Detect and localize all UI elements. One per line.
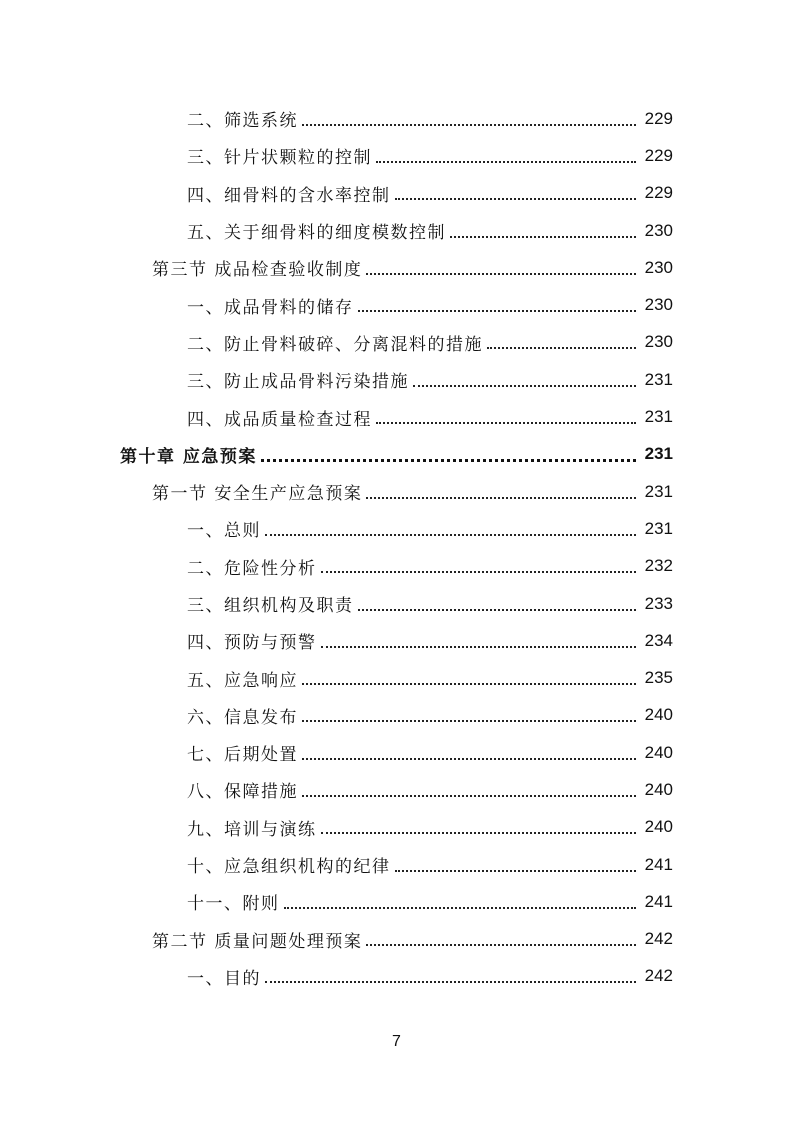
toc-entry-item[interactable] [0,771,793,808]
toc-entry-page: 231 [644,444,673,464]
toc-entry-title: 十、应急组织机构的纪律 [187,857,391,878]
toc-entry-page: 235 [644,668,673,688]
toc-entry-title: 一、成品骨料的储存 [187,297,354,318]
toc-entry-page: 241 [644,854,673,874]
toc-entry-title: 七、后期处置 [187,745,298,766]
toc-entry-title: 八、保障措施 [187,782,298,803]
toc-dot-leader [358,310,637,312]
toc-dot-leader [376,161,636,163]
toc-entry-item[interactable] [0,697,793,734]
toc-entry-title: 六、信息发布 [187,707,298,728]
toc-entry-page: 240 [644,705,673,725]
toc-entry-title: 四、预防与预警 [187,633,317,654]
toc-dot-leader [321,832,637,834]
toc-dot-leader [395,198,637,200]
toc-entry-page: 233 [644,593,673,613]
toc-entry-section[interactable] [0,921,793,958]
toc-dot-leader [395,870,637,872]
toc-entry-item[interactable] [0,175,793,212]
toc-dot-leader [366,944,636,946]
toc-entry-title: 十一、附则 [187,894,280,915]
toc-entry-title: 第三节 成品检查验收制度 [152,260,363,281]
toc-dot-leader [376,422,636,424]
toc-entry-title: 一、目的 [187,968,261,989]
toc-dot-leader [284,907,637,909]
toc-entry-item[interactable] [0,958,793,995]
toc-dot-leader [261,459,636,462]
toc-entry-section[interactable] [0,473,793,510]
toc-entry-item[interactable] [0,883,793,920]
toc-entry-page: 229 [644,183,673,203]
toc-entry-page: 229 [644,145,673,165]
toc-entry-title: 五、应急响应 [187,670,298,691]
toc-entry-page: 242 [644,929,673,949]
toc-entry-page: 232 [644,556,673,576]
toc-entry-title: 一、总则 [187,521,261,542]
toc-dot-leader [302,758,636,760]
toc-entry-page: 240 [644,817,673,837]
toc-entry-item[interactable] [0,585,793,622]
toc-entry-page: 242 [644,966,673,986]
toc-entry-item[interactable] [0,361,793,398]
toc-entry-page: 231 [644,369,673,389]
toc-entry-title: 四、细骨料的含水率控制 [187,185,391,206]
toc-entry-item[interactable] [0,734,793,771]
toc-entry-title: 第一节 安全生产应急预案 [152,484,363,505]
toc-entry-item[interactable] [0,809,793,846]
toc-entry-page: 230 [644,257,673,277]
toc-entry-page: 230 [644,220,673,240]
toc-entry-page: 229 [644,108,673,128]
toc-entry-title: 九、培训与演练 [187,819,317,840]
page-number: 7 [392,1033,401,1050]
toc-dot-leader [302,795,636,797]
toc-entry-page: 231 [644,481,673,501]
toc-entry-page: 240 [644,779,673,799]
toc-dot-leader [302,124,636,126]
toc-entry-title: 三、防止成品骨料污染措施 [187,372,409,393]
toc-entry-page: 234 [644,630,673,650]
toc-entry-item[interactable] [0,548,793,585]
toc-dot-leader [487,347,636,349]
toc-entry-item[interactable] [0,622,793,659]
toc-entry-item[interactable] [0,100,793,137]
toc-entry-title: 第二节 质量问题处理预案 [152,931,363,952]
toc-entry-item[interactable] [0,286,793,323]
toc-dot-leader [321,571,637,573]
toc-entry-title: 四、成品质量检查过程 [187,409,372,430]
toc-entry-page: 240 [644,742,673,762]
toc-entry-title: 三、组织机构及职责 [187,596,354,616]
table-of-contents [0,100,793,995]
toc-entry-item[interactable] [0,324,793,361]
toc-entry-title: 二、危险性分析 [187,558,317,579]
toc-dot-leader [321,646,637,648]
toc-dot-leader [265,534,636,536]
toc-dot-leader [358,609,637,611]
toc-entry-item[interactable] [0,659,793,696]
toc-entry-page: 231 [644,407,673,427]
toc-entry-title: 二、防止骨料破碎、分离混料的措施 [187,334,483,355]
toc-entry-item[interactable] [0,846,793,883]
toc-entry-item[interactable] [0,137,793,174]
toc-dot-leader [366,497,636,499]
toc-entry-title: 第十章 应急预案 [120,446,257,467]
toc-dot-leader [302,683,636,685]
toc-entry-section[interactable] [0,249,793,286]
toc-entry-chapter[interactable] [0,436,793,473]
toc-dot-leader [265,981,636,983]
toc-entry-page: 241 [644,891,673,911]
toc-dot-leader [366,273,636,275]
toc-dot-leader [302,720,636,722]
toc-dot-leader [413,385,636,387]
toc-entry-item[interactable] [0,510,793,547]
toc-entry-title: 二、筛选系统 [187,111,298,132]
toc-entry-page: 231 [644,518,673,538]
toc-dot-leader [450,236,636,238]
toc-entry-page: 230 [644,295,673,315]
toc-entry-item[interactable] [0,212,793,249]
toc-entry-item[interactable] [0,398,793,435]
toc-entry-title: 五、关于细骨料的细度模数控制 [187,223,446,244]
toc-entry-title: 三、针片状颗粒的控制 [187,148,372,169]
toc-entry-page: 230 [644,332,673,352]
